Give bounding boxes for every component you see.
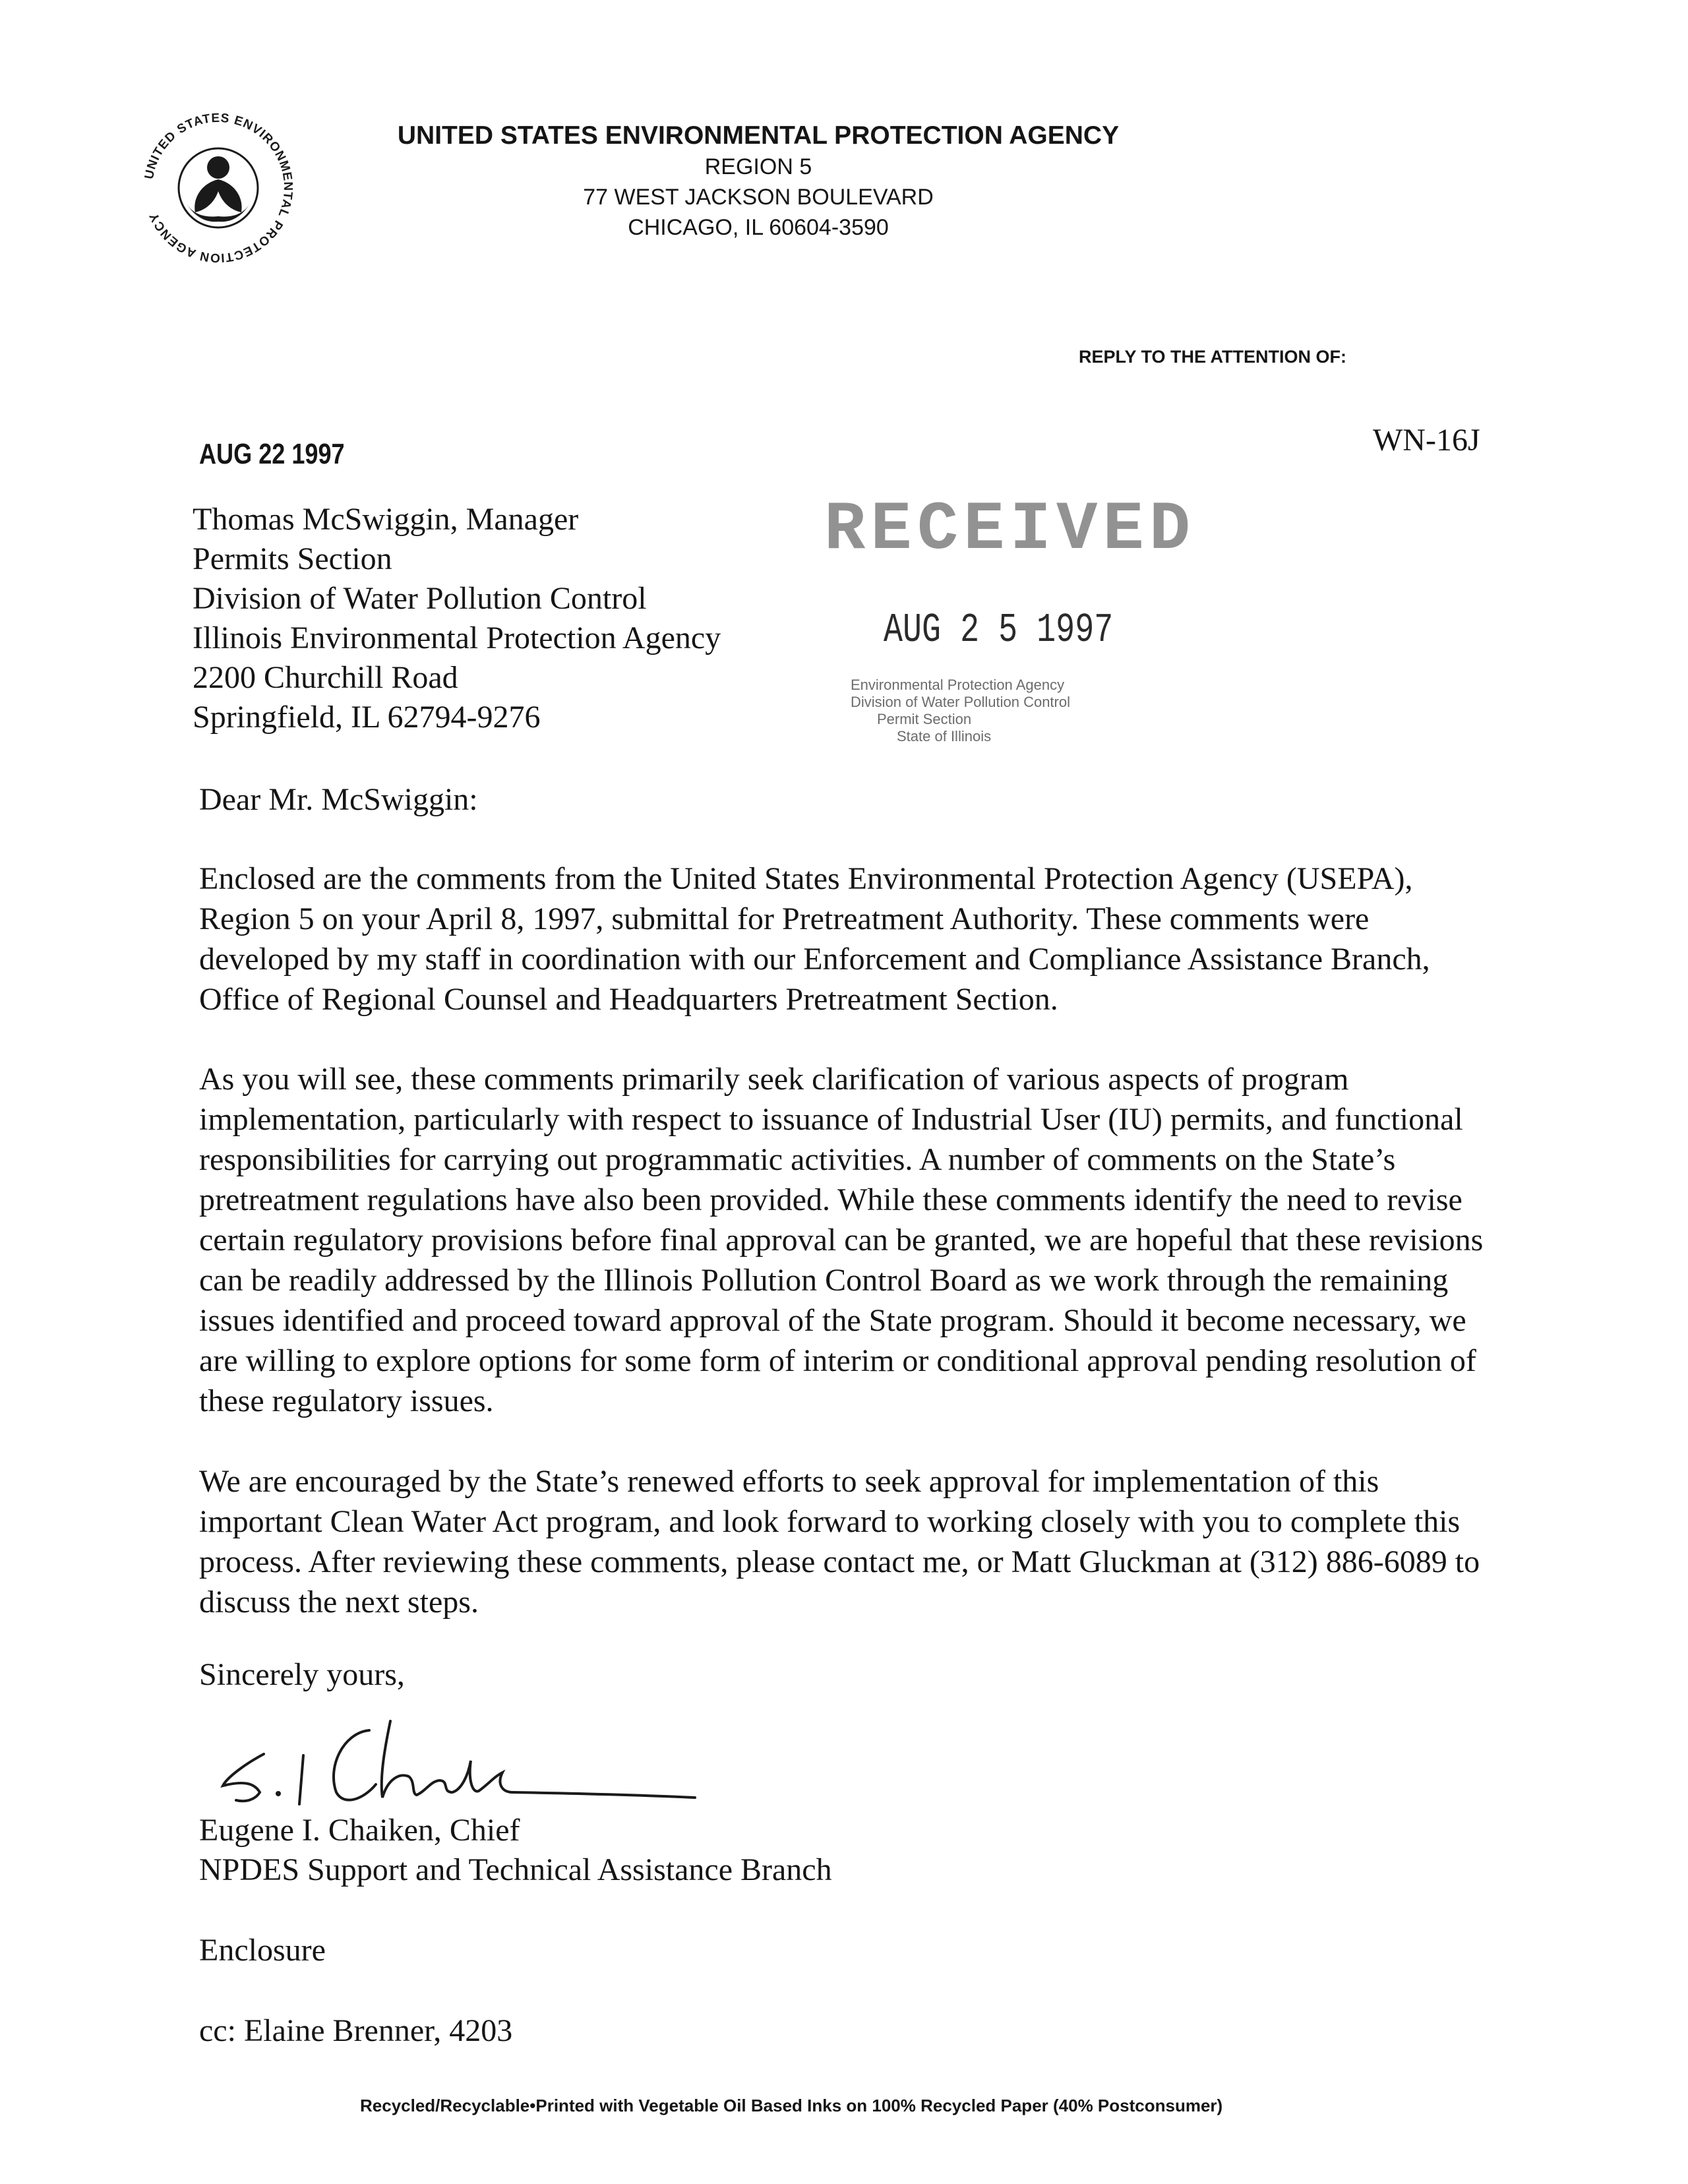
- recipient-city: Springfield, IL 62794-9276: [193, 700, 541, 735]
- recipient-agency: Illinois Environmental Protection Agency: [193, 621, 721, 655]
- reply-to-label: REPLY TO THE ATTENTION OF:: [1079, 347, 1347, 367]
- recipient-section: Permits Section: [193, 541, 392, 576]
- received-stamp-line: Environmental Protection Agency: [851, 677, 1065, 693]
- signer-title: NPDES Support and Technical Assistance Branch: [199, 1852, 832, 1887]
- agency-region: REGION 5: [704, 154, 812, 179]
- salutation: Dear Mr. McSwiggin:: [199, 782, 478, 817]
- signature: [218, 1707, 699, 1812]
- reference-code: WN-16J: [1373, 423, 1480, 458]
- received-stamp-line: Division of Water Pollution Control: [851, 694, 1070, 710]
- agency-street: 77 WEST JACKSON BOULEVARD: [583, 185, 934, 210]
- received-stamp: RECEIVED: [824, 491, 1196, 569]
- received-stamp-line: State of Illinois: [897, 728, 992, 744]
- recycled-footer: Recycled/Recyclable•Printed with Vegetable Oil Based Inks on 100% Recycled Paper (40% Postconsumer): [360, 2096, 1223, 2115]
- body-paragraph: As you will see, these comments primarily seek clarification of various aspects of program implementation, particularly with respect to issuance of Industrial User (IU) permits, and functional responsibilities for carrying out programmatic activities. A number of comments on the State’s pretreatment regulations have also been provided. While these comments identify the need to revise certain regulatory provisions before final approval can be granted, we are hopeful that these revisions can be readily addressed by the Illinois Pollution Control Board as we work through the remaining issues identified and proceed toward approval of the State program. Should it become necessary, we are willing to explore options for some form of interim or conditional approval pending resolution of these regulatory issues.: [199, 1062, 1484, 1418]
- body-paragraph: We are encouraged by the State’s renewed efforts to seek approval for implementation of this important Clean Water Act program, and look forward to working closely with you to complete this process. After reviewing these comments, please contact me, or Matt Gluckman at (312) 886-6089 to discuss the next steps.: [199, 1464, 1480, 1620]
- agency-city: CHICAGO, IL 60604-3590: [628, 215, 889, 240]
- enclosure-note: Enclosure: [199, 1933, 326, 1968]
- received-date: AUG 2 5 1997: [884, 607, 1114, 653]
- svg-text:UNITED STATES ENVIRONMENTAL PR: UNITED STATES ENVIRONMENTAL PROTECTION AGENCY: [142, 111, 295, 265]
- epa-seal-logo: [129, 99, 307, 277]
- agency-name: UNITED STATES ENVIRONMENTAL PROTECTION AGENCY: [397, 121, 1120, 150]
- letter-date: AUG 22 1997: [199, 438, 345, 470]
- received-stamp-line: Permit Section: [877, 711, 972, 727]
- signer-name: Eugene I. Chaiken, Chief: [199, 1813, 520, 1848]
- body-paragraph: Enclosed are the comments from the United States Environmental Protection Agency (USEPA), Region 5 on your April 8, 1997, submittal for Pretreatment Authority. These comments were developed by my staff in coordination with our Enforcement and Compliance Assistance Branch, Office of Regional Counsel and Headquarters Pretreatment Section.: [199, 861, 1430, 1017]
- cc-line: cc: Elaine Brenner, 4203: [199, 2013, 513, 2048]
- recipient-division: Division of Water Pollution Control: [193, 581, 647, 616]
- recipient-name: Thomas McSwiggin, Manager: [193, 502, 579, 537]
- closing: Sincerely yours,: [199, 1657, 405, 1692]
- recipient-street: 2200 Churchill Road: [193, 660, 458, 695]
